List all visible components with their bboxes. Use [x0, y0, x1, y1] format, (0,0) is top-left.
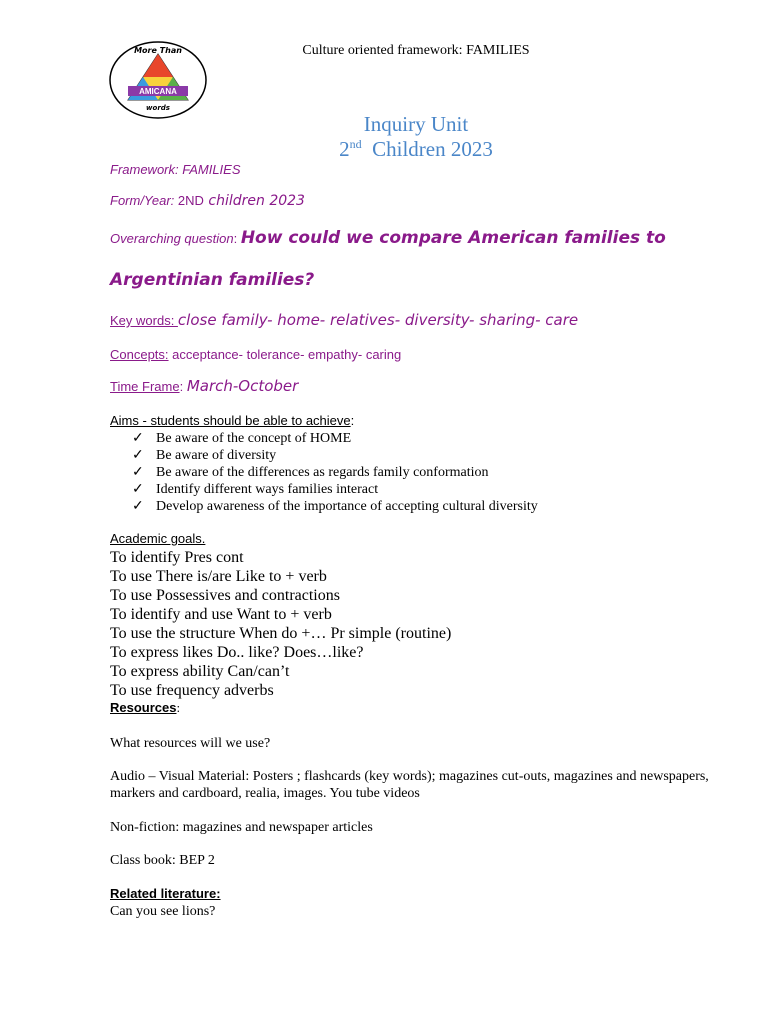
- keywords-value: close family- home- relatives- diversity- sharing- care: [177, 311, 579, 329]
- check-icon: ✓: [132, 499, 144, 514]
- resources-heading: [110, 700, 180, 716]
- academic-heading: Academic goals.: [110, 531, 206, 546]
- academic-goals-list: [110, 548, 451, 700]
- timeframe-label: Time Frame: [110, 379, 180, 394]
- aim-item: [132, 464, 538, 481]
- logo-top-text: More Than: [134, 46, 182, 55]
- aims-heading-text: Aims - students should be able to achieve: [110, 413, 351, 428]
- concepts-row: [110, 347, 401, 362]
- literature-heading: Related literature:: [110, 886, 221, 901]
- academic-goal: To identify and use Want to + verb: [110, 606, 332, 623]
- academic-goal: To use Possessives and contractions: [110, 587, 340, 604]
- aim-text: Be aware of the concept of HOME: [156, 431, 352, 446]
- form-year-caps: 2ND: [177, 193, 204, 208]
- academic-goal: To use There is/are Like to + verb: [110, 568, 327, 585]
- resources-class-book: Class book: BEP 2: [110, 853, 215, 868]
- question-row: [110, 228, 666, 248]
- aims-heading-colon: :: [350, 413, 355, 428]
- question-line-2: Argentinian families?: [110, 270, 315, 290]
- timeframe-value: March-October: [186, 377, 299, 395]
- academic-goal: To identify Pres cont: [110, 549, 244, 566]
- title-line-2: [0, 137, 768, 162]
- title-line-1: Inquiry Unit: [363, 112, 469, 136]
- check-icon: ✓: [132, 465, 144, 480]
- concepts-value: acceptance- tolerance- empathy- caring: [168, 347, 402, 362]
- logo-band-text: AMICANA: [139, 87, 177, 96]
- question-line-1: How could we compare American families to: [240, 228, 666, 248]
- aim-text: Be aware of diversity: [156, 448, 277, 463]
- aims-list: [132, 430, 538, 515]
- framework-header: Culture oriented framework: FAMILIES: [302, 43, 530, 58]
- logo-bottom-text: words: [146, 104, 170, 112]
- aim-text: Identify different ways families interact: [156, 482, 379, 497]
- literature-item: Can you see lions?: [110, 904, 216, 919]
- aim-item: [132, 430, 538, 447]
- timeframe-colon: :: [179, 379, 187, 394]
- question-colon: :: [233, 231, 241, 246]
- keywords-label: Key words:: [110, 313, 178, 328]
- resources-audio-visual: Audio – Visual Material: Posters ; flashcards (key words); magazines cut-outs, magazines and newspapers, markers and cardboard, realia, images. You tube videos: [110, 769, 709, 801]
- resources-heading-text: Resources: [110, 700, 177, 715]
- check-icon: ✓: [132, 431, 144, 446]
- resources-heading-colon: :: [176, 700, 181, 715]
- aim-item: [132, 447, 538, 464]
- aim-item: [132, 498, 538, 515]
- academic-goal: To express likes Do.. like? Does…like?: [110, 644, 364, 661]
- title-rest: Children 2023: [372, 137, 493, 161]
- form-year-row: [110, 192, 305, 210]
- check-icon: ✓: [132, 448, 144, 463]
- academic-goal: To express ability Can/can’t: [110, 663, 290, 680]
- resources-question: What resources will we use?: [110, 736, 271, 751]
- framework-label: Framework: FAMILIES: [110, 162, 241, 177]
- timeframe-row: [110, 377, 298, 396]
- keywords-row: [110, 311, 578, 330]
- resources-non-fiction: Non-fiction: magazines and newspaper articles: [110, 820, 373, 835]
- check-icon: ✓: [132, 482, 144, 497]
- academic-goal: To use frequency adverbs: [110, 682, 274, 699]
- title-num: 2: [339, 137, 350, 161]
- academic-goal: To use the structure When do +… Pr simple (routine): [110, 625, 452, 642]
- question-label: Overarching question: [110, 231, 234, 246]
- aim-text: Develop awareness of the importance of accepting cultural diversity: [156, 499, 538, 514]
- aim-item: [132, 481, 538, 498]
- concepts-label: Concepts:: [110, 347, 169, 362]
- title-sup: nd: [349, 137, 362, 151]
- form-year-label: Form/Year:: [110, 193, 178, 208]
- aims-heading: [110, 413, 354, 428]
- aim-text: Be aware of the differences as regards family conformation: [156, 465, 489, 480]
- form-year-value: children 2023: [203, 193, 305, 209]
